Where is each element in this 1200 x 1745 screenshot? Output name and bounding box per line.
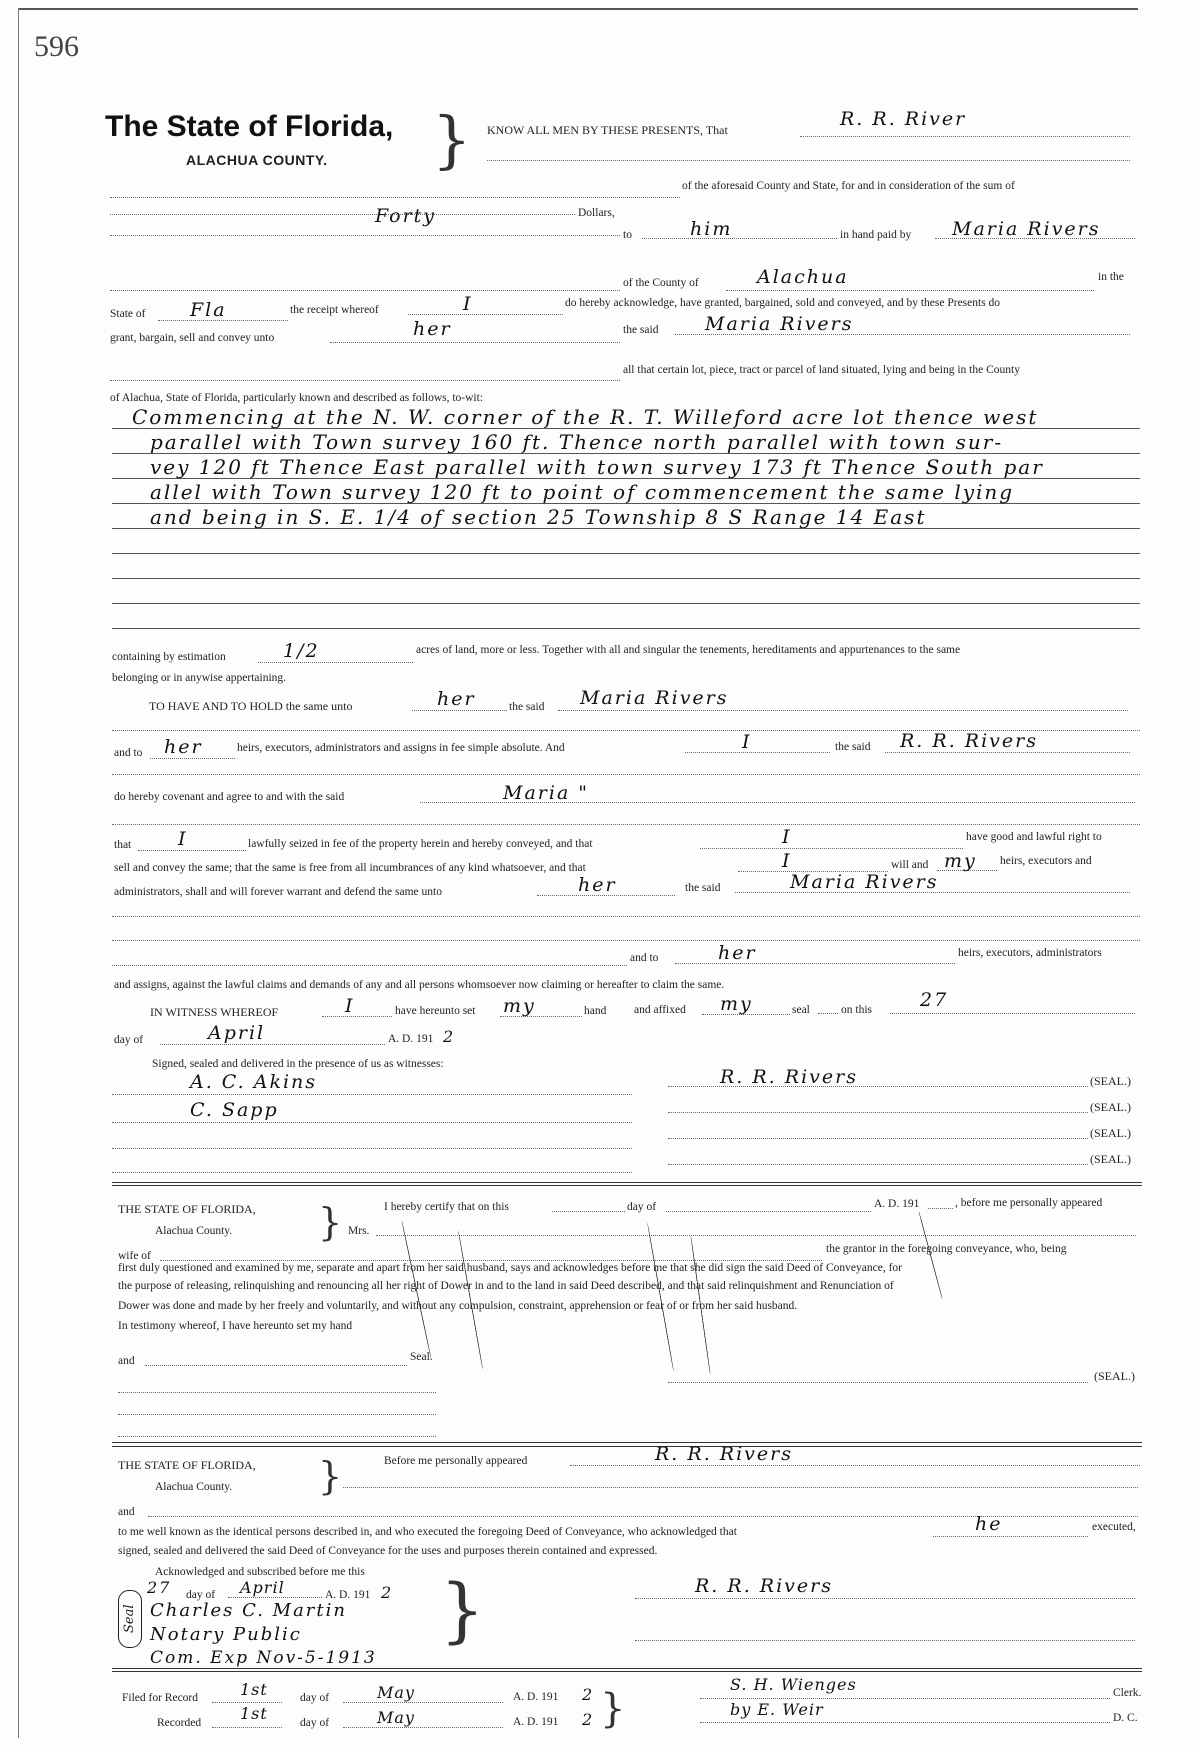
blank-line [110,380,620,381]
signed-sealed-text: Signed, sealed and delivered in the presence of us as witnesses: [152,1058,444,1070]
ack-brace-right: } [440,1569,485,1651]
and-affixed-label: and affixed [634,1004,686,1016]
blank-line [818,1013,838,1014]
ack-county: Alachua County. [155,1481,233,1493]
witness-one: A. C. Akins [190,1071,318,1093]
day-number: 27 [920,989,949,1011]
description-line: Commencing at the N. W. corner of the R. T. Willeford acre lot thence west [132,405,1039,429]
filed-month-line [343,1702,503,1703]
seal-label: seal [792,1004,810,1016]
blank-line [118,1392,436,1393]
ruled-line [112,553,1140,554]
notary-title: Notary Public [150,1624,302,1645]
witness-line [112,1094,632,1095]
dower-month-line [666,1211,871,1212]
testimony-text: In testimony whereof, I have hereunto set my hand [118,1320,353,1332]
blank-line [487,160,1130,161]
county-name: Alachua [757,266,849,288]
ack-month-line [228,1597,322,1598]
acknowledged-text: Acknowledged and subscribed before me this [155,1566,365,1578]
right-pronoun: I [782,826,792,848]
header-county: ALACHUA COUNTY. [186,152,328,168]
blank-line [112,916,1140,917]
signature-line [668,1164,1088,1165]
consideration-text: of the aforesaid County and State, for and in consideration of the sum of [682,180,1015,192]
signature-line [668,1112,1088,1113]
defend-pronoun: her [578,874,617,896]
month-line [160,1044,385,1045]
filed-day: 1st [240,1680,268,1699]
recorded-day-of: day of [300,1717,330,1729]
seal-mark: (SEAL.) [1090,1152,1131,1166]
heirs-pronoun: her [164,736,203,758]
dower-signature-line [668,1382,1088,1383]
blank-line [112,940,1140,941]
notary-seal-stamp: Seal [118,1590,142,1648]
filed-day-of: day of [300,1692,330,1704]
recorded-day: 1st [240,1704,268,1723]
ack-ad: A. D. 191 [325,1589,371,1601]
witness-line [112,1122,632,1123]
grant-convey-text: grant, bargain, sell and convey unto [110,332,275,344]
and-to-label: and to [114,747,143,759]
section-divider [112,1668,1142,1669]
seal-mark: (SEAL.) [1090,1074,1131,1088]
blank-line [110,235,620,236]
assigns-pronoun-line [675,963,955,964]
hand-pronoun: my [503,995,536,1017]
mrs-label: Mrs. [348,1225,370,1237]
seal-mark: (SEAL.) [1090,1100,1131,1114]
grantor-in-text: the grantor in the foregoing conveyance, who, being [826,1243,1067,1255]
dower-and: and [118,1355,135,1367]
dc-label: D. C. [1113,1712,1138,1724]
blank-line [635,1640,1135,1641]
wife-of-line [160,1260,822,1261]
document-title: The State of Florida, [105,110,394,143]
belonging-text: belonging or in anywise appertaining. [112,672,287,684]
grantor-name: R. R. River [840,108,967,130]
heirs-pronoun-line [150,758,235,759]
the-said-label: the said [623,324,659,336]
filed-label: Filed for Record [122,1692,199,1704]
that-label: that [114,839,132,851]
page-number: 596 [34,30,79,63]
and-pronoun: I [742,731,752,753]
dower-brace: } [318,1200,343,1244]
state-name: Fla [190,299,227,321]
dower-seal: Seal. [410,1351,433,1363]
he-pronoun: he [975,1513,1003,1535]
heirs-exec-admin-text: heirs, executors, administrators [958,947,1102,959]
will-and-label: will and [891,859,929,871]
and-pronoun-line [685,752,830,753]
blank-line [110,214,575,215]
habendum-name: Maria Rivers [580,687,729,709]
unto-line [330,342,620,343]
dower-state: THE STATE OF FLORIDA, [118,1202,256,1216]
strike-stroke [647,1223,674,1371]
of-county-label: of the County of [623,277,699,289]
filed-day-line [212,1702,282,1703]
blank-line [112,965,627,966]
recorded-ad: A. D. 191 [513,1716,559,1728]
filed-ad: A. D. 191 [513,1691,559,1703]
section-divider [112,1446,1142,1447]
description-line: parallel with Town survey 160 ft. Thence north parallel with town sur- [150,430,1004,454]
ack-month: April [240,1578,285,1597]
warrant-pronoun: I [782,850,792,872]
page-edge-top [18,8,1138,10]
section-divider [112,1182,1142,1183]
mrs-line [376,1235,1136,1236]
dower-day-line [552,1211,625,1212]
containing-label: containing by estimation [112,651,226,663]
covenant-text: do hereby covenant and agree to and with the said [114,791,345,803]
ruled-line [112,578,1140,579]
seal-pronoun: my [720,993,753,1015]
description-line: vey 120 ft Thence East parallel with town survey 173 ft Thence South par [150,455,1044,479]
ack-state: THE STATE OF FLORIDA, [118,1458,256,1472]
day-of-label: day of [114,1034,144,1046]
ack-name-line [570,1465,1140,1466]
my-pronoun: my [944,850,977,872]
seized-pronoun-line [138,850,246,851]
know-all-men: KNOW ALL MEN BY THESE PRESENTS, That [487,123,728,137]
clerk-label: Clerk. [1113,1687,1142,1699]
dollars-label: Dollars, [578,207,615,219]
acknowledge-text: do hereby acknowledge, have granted, bargained, sold and conveyed, and by these Presents do [565,297,1001,309]
ack-day: 27 [147,1578,172,1597]
in-hand-paid-label: in hand paid by [840,229,912,241]
dower-before-me: , before me personally appeared [955,1197,1103,1209]
all-that-text: all that certain lot, piece, tract or parcel of land situated, lying and being in the County [623,364,1020,376]
notary-commission: Com. Exp Nov-5-1913 [150,1648,377,1668]
acres-line [258,662,413,663]
paid-by-name: Maria Rivers [952,218,1101,240]
ack-day-of: day of [186,1589,216,1601]
day-line [890,1013,1135,1014]
to-have-text: TO HAVE AND TO HOLD the same unto [149,699,353,713]
grantor-sig-line [885,752,1130,753]
ack-brace: } [318,1454,343,1498]
heirs-fee-text: heirs, executors, administrators and assigns in fee simple absolute. And [237,742,565,754]
unto-pronoun: her [413,318,452,340]
of-alachua-text: of Alachua, State of Florida, particularly known and described as follows, to-wit: [110,392,484,404]
hand-label: hand [584,1005,607,1017]
receipt-label: the receipt whereof [290,304,379,316]
seal-mark: (SEAL.) [1090,1126,1131,1140]
year-digit: 2 [443,1027,455,1046]
filing-brace: } [600,1686,626,1732]
ad-label: A. D. 191 [388,1033,434,1045]
administrators-text: administrators, shall and will forever warrant and defend the same unto [114,886,442,898]
filed-month: May [377,1683,415,1702]
witness-line [112,1172,632,1173]
recorded-label: Recorded [157,1717,202,1729]
dower-ad: A. D. 191 [874,1198,920,1210]
lawfully-text: lawfully seized in fee of the property herein and hereby conveyed, and that [248,838,593,850]
description-line: and being in S. E. 1/4 of section 25 Township 8 S Range 14 East [150,505,927,529]
section-divider [112,1671,1142,1672]
certify-text: I hereby certify that on this [384,1201,509,1213]
section-divider [112,1442,1142,1443]
in-the-label: in the [1098,271,1124,283]
amount-words: Forty [375,205,437,227]
habendum-line [412,710,507,711]
deputy-line [700,1722,1110,1723]
blank-line [112,774,1140,775]
ack-before-me: Before me personally appeared [384,1455,528,1467]
ack-year-digit: 2 [381,1583,393,1602]
month-name: April [208,1022,266,1044]
deputy-name: by E. Weir [730,1700,824,1719]
grantor-signature: R. R. Rivers [720,1066,858,1088]
clerk-name: S. H. Wienges [730,1675,857,1694]
defend-name: Maria Rivers [790,871,939,893]
blank-line [112,824,1140,825]
in-witness-text: IN WITNESS WHEREOF [150,1005,279,1019]
paid-to-name: him [690,218,733,240]
header-brace: } [432,103,472,176]
habendum-name-line [558,710,1128,711]
ruled-line [112,628,1140,629]
he-line [933,1536,1088,1537]
seized-pronoun: I [178,828,188,850]
well-known-text: to me well known as the identical persons described in, and who executed the foregoing Deed of Conveyance, who acknowledged that [118,1526,737,1538]
dower-line-1: first duly questioned and examined by me, separate and apart from her said husband, says and acknowledges before me that she did sign the said Deed of Conveyance, for [118,1262,902,1274]
the-said-label: the said [685,882,721,894]
ack-signature: R. R. Rivers [695,1575,833,1597]
ack-and: and [118,1506,135,1518]
recorded-month: May [377,1708,415,1727]
recorded-day-line [212,1727,282,1728]
blank-line [118,1436,436,1437]
recorded-month-line [343,1727,503,1728]
executed-label: executed, [1092,1521,1136,1533]
county-line [726,290,1094,291]
ack-name: R. R. Rivers [655,1443,793,1465]
pronoun-i: I [463,293,473,315]
grantor-line [800,136,1130,137]
dower-line-2: the purpose of releasing, relinquishing and renouncing all her right of Dower in and to the land in said Deed described, and that said relinquishment and Renunciation of [118,1280,894,1292]
dower-seal-mark: (SEAL.) [1094,1369,1135,1383]
assigns-against-text: and assigns, against the lawful claims and demands of any and all persons whomsoever now claiming or hereafter to claim the same. [114,979,725,991]
strike-stroke [918,1211,942,1298]
covenant-name: Maria " [503,782,590,804]
ruled-line [112,603,1140,604]
assigns-pronoun: her [718,942,757,964]
the-said-label: the said [835,741,871,753]
witness-pronoun: I [345,995,355,1017]
pronoun-line [408,314,563,315]
grantor-in-covenant: R. R. Rivers [900,730,1038,752]
on-this-label: on this [841,1004,872,1016]
grantee-name: Maria Rivers [705,313,854,335]
recorded-year-digit: 2 [582,1710,594,1729]
have-hereunto-text: have hereunto set [395,1005,476,1017]
sell-convey-text: sell and convey the same; that the same is free from all incumbrances of any kind whatsoever, and that [114,862,586,874]
description-line: allel with Town survey 120 ft to point of commencement the same lying [150,480,1015,504]
dower-year-line [928,1208,953,1209]
habendum-pronoun: her [437,688,476,710]
page-edge-left [18,8,19,1738]
signature-line [668,1138,1088,1139]
blank-line [110,197,680,198]
have-good-text: have good and lawful right to [966,831,1102,843]
acres-value: 1/2 [283,640,320,662]
notary-name: Charles C. Martin [150,1600,347,1621]
clerk-line [700,1698,1110,1699]
heirs-exec-text: heirs, executors and [1000,855,1092,867]
dower-line-3: Dower was done and made by her freely and voluntarily, and without any compulsion, constraint, apprehension or fear of or from her said husband. [118,1300,798,1312]
blank-line [118,1414,436,1415]
state-of-label: State of [110,308,146,320]
witness-line [112,1148,632,1149]
the-said-label: the said [509,701,545,713]
dower-day-of: day of [627,1201,657,1213]
wife-of-label: wife of [118,1250,151,1262]
acres-text: acres of land, more or less. Together with all and singular the tenements, hereditaments and appurtenances to the same [416,644,961,656]
and-to-label: and to [630,952,659,964]
to-label: to [623,229,632,241]
ack-signature-line [635,1598,1135,1599]
blank-line [110,290,620,291]
witness-two: C. Sapp [190,1099,279,1121]
paid-to-line [642,238,837,239]
signed-line-text: signed, sealed and delivered the said Deed of Conveyance for the uses and purposes therein contained and expressed. [118,1545,658,1557]
dower-county: Alachua County. [155,1225,233,1237]
filed-year-digit: 2 [582,1685,594,1704]
witness-pronoun-line [322,1016,392,1017]
dower-and-line [145,1365,407,1366]
blank-line [343,1487,1138,1488]
right-pronoun-line [700,848,963,849]
section-divider [112,1185,1142,1186]
